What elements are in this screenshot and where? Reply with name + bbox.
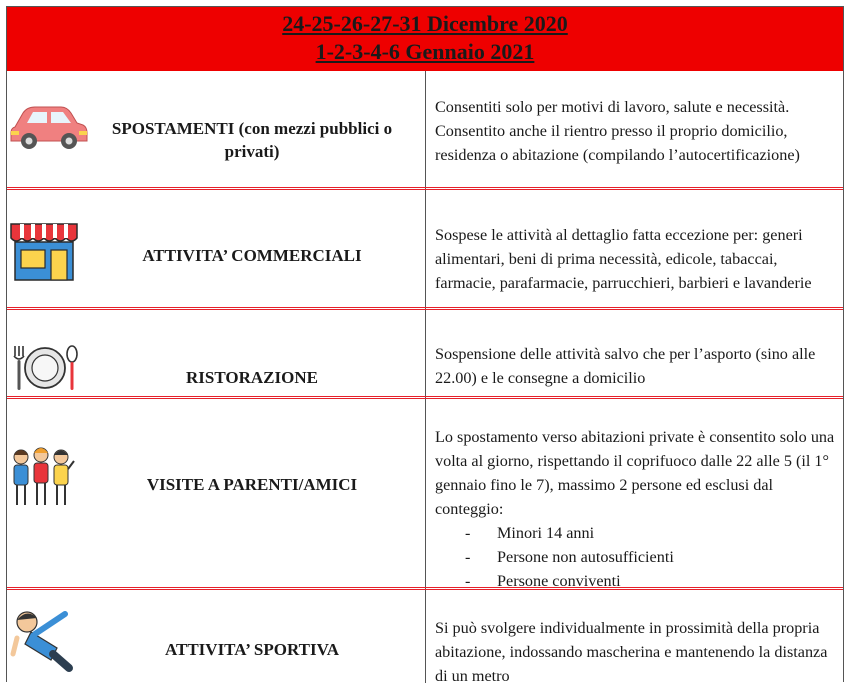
row-description: Consentiti solo per motivi di lavoro, salute e necessità. Consentito anche il rientro presso il proprio domicilio, residenza o abitazione (compilando l’autocertificazione): [435, 98, 800, 164]
bullet-marker: -: [465, 548, 471, 566]
plate-icon: [9, 344, 89, 399]
car-icon: [9, 99, 89, 160]
row-description: Si può svolgere individualmente in prossimità della propria abitazione, indossando mascherina e mantenendo la distanza di un metro: [435, 619, 828, 685]
list-item: - Minori 14 anni: [435, 521, 835, 545]
bullet-marker: -: [465, 524, 471, 542]
row-label: RISTORAZIONE: [186, 368, 318, 387]
header-dates-december: 24-25-26-27-31 Dicembre 2020: [282, 11, 568, 36]
row-description-text: Lo spostamento verso abitazioni private è consentito solo una volta al giorno, rispettando il coprifuoco dalle 22 alle 5 (il 1° gennaio fino le 7), massimo 2 persone ed esclusi dal conteggio:: [435, 428, 835, 518]
row-visite: [7, 399, 843, 590]
exercise-icon: [9, 608, 89, 679]
row-description: Sospensione delle attività salvo che per l’asporto (sino alle 22.00) e le consegne a domicilio: [435, 345, 816, 387]
row-spostamenti: [7, 71, 843, 187]
row-ristorazione: [7, 310, 843, 396]
bullet-marker: -: [465, 572, 471, 590]
row-attivita-sportiva: [7, 590, 843, 683]
row-label: VISITE A PARENTI/AMICI: [146, 475, 358, 494]
header-dates-january: 1-2-3-4-6 Gennaio 2021: [315, 39, 535, 64]
row-attivita-commerciali: [7, 190, 843, 307]
row-description: [435, 425, 835, 593]
list-item: - Persone non autosufficienti: [435, 545, 835, 569]
table-header: [7, 7, 843, 71]
exclusion-list: [435, 521, 835, 593]
row-description: Sospese le attività al dettaglio fatta eccezione per: generi alimentari, beni di prima necessità, edicole, tabaccai, farmacie, parafarmacie, parrucchieri, barbieri e lavanderie: [435, 226, 812, 292]
row-label: ATTIVITA’ SPORTIVA: [164, 640, 339, 659]
list-item: - Persone conviventi: [435, 569, 835, 593]
shop-icon: [9, 220, 89, 287]
row-label: ATTIVITA’ COMMERCIALI: [142, 246, 362, 265]
people-icon: [9, 443, 89, 514]
rules-table: [6, 6, 844, 685]
row-label: SPOSTAMENTI (con mezzi pubblici o privati): [111, 119, 393, 161]
